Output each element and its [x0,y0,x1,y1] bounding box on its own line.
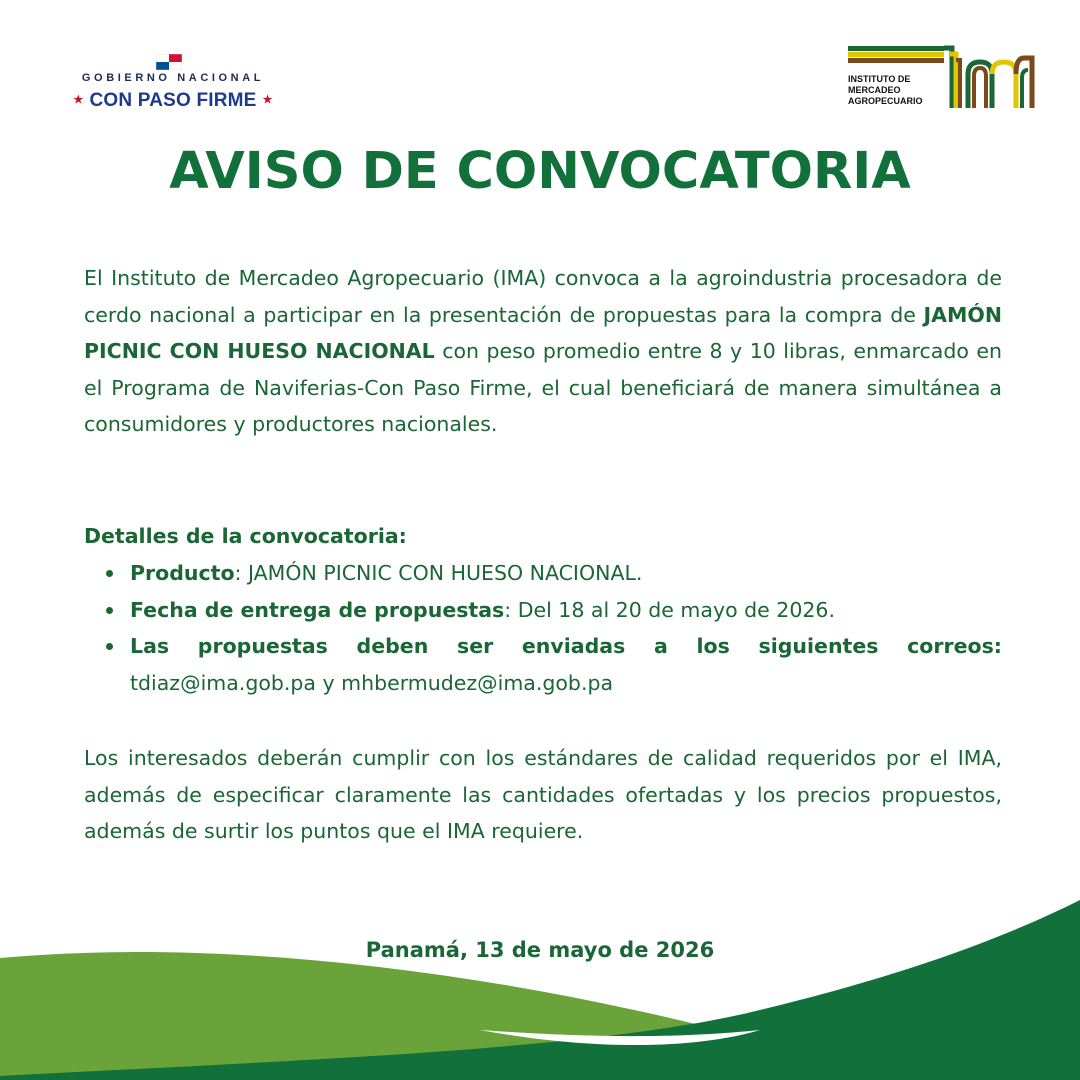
ima-name-line-3: AGROPECUARIO [848,96,923,106]
list-item [84,628,1002,701]
intro-paragraph [84,260,1002,443]
ima-name-line-2: MERCADEO [848,85,901,95]
ima-name-line-1: INSTITUTO DE [848,74,911,84]
detail-label: Fecha de entrega de propuestas [130,597,505,622]
detail-label: Las propuestas deben ser enviadas a los siguientes correos: [130,634,1002,658]
detail-value: tdiaz@ima.gob.pa y mhbermudez@ima.gob.pa [130,670,614,695]
details-heading: Detalles de la convocatoria: [84,524,407,548]
closing-paragraph: Los interesados deberán cumplir con los estándares de calidad requeridos por el IMA, además de especificar claramente las cantidades ofertadas y los precios propuestos, además de surtir los puntos que el IMA requiere. [84,746,1002,843]
page-title: AVISO DE CONVOCATORIA [169,142,911,201]
gov-slogan: CON PASO FIRME [89,90,257,111]
detail-label: Producto [130,561,235,585]
intro-text-end: con peso promedio entre 8 y 10 libras, enmarcado en el Programa de Naviferias-Con Paso Firme, el cual beneficiará de manera simultánea a consumidores y productores nacionales. [84,339,1002,436]
gov-line-2 [48,90,298,112]
ima-name [848,74,958,107]
list-item [84,555,1002,592]
gov-line-1: GOBIERNO NACIONAL [81,72,265,84]
panama-flag-icon [156,54,182,70]
details-list [84,555,1002,701]
ima-logo [846,44,1036,116]
detail-value: : JAMÓN PICNIC CON HUESO NACIONAL. [234,561,643,585]
intro-text-start: El Instituto de Mercadeo Agropecuario (IMA) convoca a la agroindustria procesadora de cerdo nacional a participar en la presentación de propuestas para la compra de [84,266,1002,327]
gobierno-nacional-logo [48,48,298,118]
list-item [84,592,1002,629]
intro-product-bold: JAMÓN PICNIC CON HUESO NACIONAL [84,302,1002,363]
star-icon: ★ [262,94,273,106]
star-icon: ★ [73,94,84,106]
footer-wave-decoration [0,880,1080,1080]
detail-value: : Del 18 al 20 de mayo de 2026. [504,597,835,622]
publication-date: Panamá, 13 de mayo de 2026 [365,938,715,962]
